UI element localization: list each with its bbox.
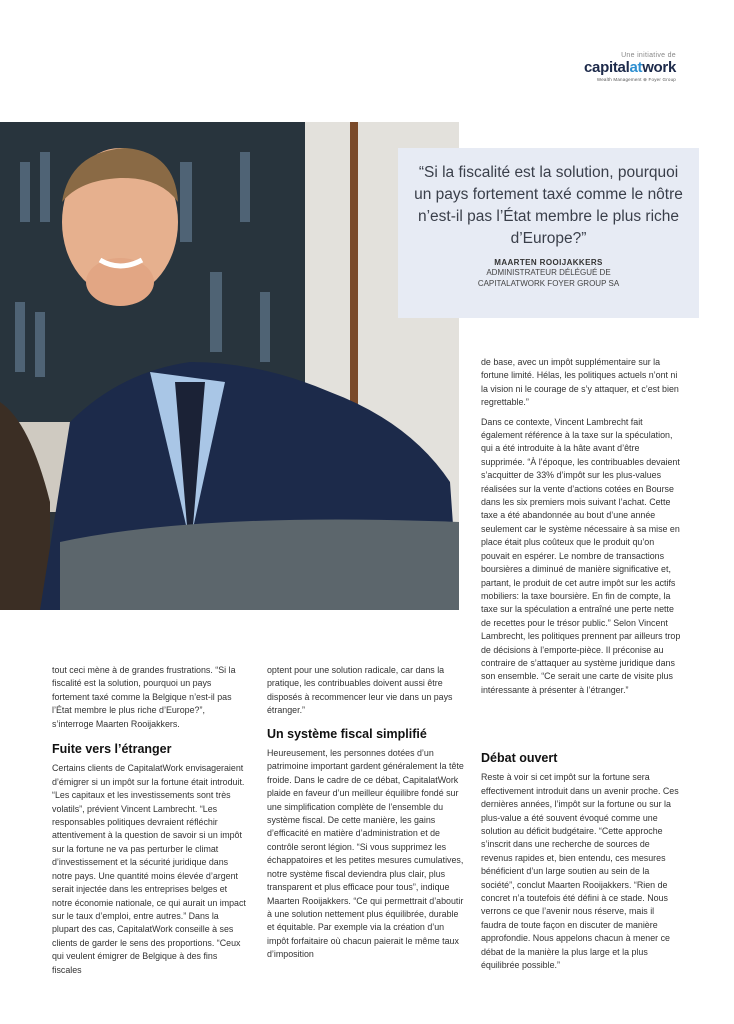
paragraph: Certains clients de CapitalatWork envisageraient d’émigrer si un impôt sur la fortune était introduit. “Les capitaux et les investissements sont très volatils”, prévient Vincent Lambrecht. “Les responsables politiques devraient réfléchir attentivement à la question de savoir si un impôt sur la fortune ne va pas perturber le climat d’investissement et la sécurité juridique dans notre pays. Une quantité moins élevée d’argent serait injectée dans les entreprises belges et notre économie nationale, ce qui aurait un impact sur le taux d’emploi, entre autres.” Dans la plupart des cas, CapitalatWork conseille à ses clients de garder le sens des proportions. “Ceux qui veulent émigrer de Belgique à des fins fiscales xyxy=(52,763,246,975)
pull-quote xyxy=(398,148,699,318)
logo-subtitle: Wealth Management ⊕ Foyer Group xyxy=(596,77,676,82)
logo-wordmark xyxy=(584,59,676,77)
pull-quote-text: “Si la fiscalité est la solution, pourquoi un pays fortement taxé comme le nôtre n’est-il pas l’État membre le plus riche d’Europe?” xyxy=(414,164,683,247)
paragraph: Heureusement, les personnes dotées d’un patrimoine important gardent généralement la tête froide. Dans le cadre de ce débat, CapitalatWork plaide en faveur d’un meilleur équilibre fondé sur une simplification complète de l’ensemble du système fiscal. De cette manière, les gains d’efficacité en matière d’administration et de contrôle seront légion. “Si vous supprimez les échappatoires et les petites mesures cumulatives, notre système fiscal deviendra plus clair, plus transparent et plus efficace pour tous”, indique Maarten Rooijakkers. “Ce qui permettrait d’aboutir à une solution nettement plus équilibrée, durable et équitable. Par exemple via la création d’un impôt forfaitaire où chacun paierait le même taux d’imposition xyxy=(267,748,464,960)
quote-role-line2: CAPITALATWORK FOYER GROUP SA xyxy=(477,279,620,288)
paragraph: de base, avec un impôt supplémentaire sur la fortune limité. Hélas, les politiques actuels n’ont ni la vision ni le courage de s’y attaquer, et c’est bien regrettable.” xyxy=(481,357,679,408)
portrait-photo xyxy=(0,122,459,610)
section-heading: Un système fiscal simplifié xyxy=(267,726,427,741)
section-heading: Fuite vers l’étranger xyxy=(52,742,172,757)
quote-role-line1: ADMINISTRATEUR DÉLÉGUÉ DE xyxy=(486,268,611,277)
paragraph: Reste à voir si cet impôt sur la fortune sera effectivement introduit dans un avenir proche. Ces dernières années, l’impôt sur la fortune ou sur la plus-value a été souvent évoqué comme une solution au déficit budgétaire. “Cette approche s’inscrit dans une recherche de sources de revenus rapides et, bien entendu, ces mesures bénéficient d’un large soutien au sein de la société”, conclut Maarten Rooijakkers. “Rien de concret n’a toutefois été défini à ce stade. Nous verrons ce que l’avenir nous réserve, mais il faudra de toute façon en discuter de manière approfondie. Nous appelons chacun à mener ce débat de la manière la plus large et la plus équilibrée possible.” xyxy=(481,772,679,971)
logo-intro-text: Une initiative de xyxy=(621,52,676,59)
section-heading: Débat ouvert xyxy=(481,751,558,765)
logo-at: at xyxy=(629,59,643,76)
portrait-illustration xyxy=(0,122,459,610)
logo-capital: capital xyxy=(584,59,630,76)
article-column-1 xyxy=(52,664,248,983)
article-column-right-top xyxy=(481,356,681,703)
paragraph: Dans ce contexte, Vincent Lambrecht fait également référence à la taxe sur la spéculation, qui a été introduite à la hâte avant d’être supprimée. “À l’époque, les contribuables devaient s’acquitter de 33% d’impôt sur les plus-values réalisées sur la vente d’actions cotées en Bourse dans les six premiers mois suivant l’achat. Cette taxe a été abandonnée au bout d’une année seulement car le système nécessaire à sa mise en place était plus coûteux que le produit qu’on pouvait en espérer. Le nombre de transactions boursières a diminué de manière significative et, partant, le produit de cet autre impôt sur les actifs mobiliers: la taxe boursière. En fin de compte, la taxe sur la spéculation a entraîné une perte nette de recettes pour le trésor public.” Selon Vincent Lambrecht, les politiques prennent par ailleurs trop de décisions à l’emporte-pièce. Il préconise au contraire de s’attaquer au système juridique dans son ensemble. “Ce serait une carte de visite plus intéressante à présenter à l’étranger.” xyxy=(481,416,681,695)
article-column-3 xyxy=(481,752,681,979)
quote-author: MAARTEN ROOIJAKKERS xyxy=(494,258,603,267)
article-column-2 xyxy=(267,664,466,968)
paragraph: tout ceci mène à de grandes frustrations. “Si la fiscalité est la solution, pourquoi un pays fortement taxé comme la Belgique n’est-il pas l’État membre le plus riche d’Europe?”, s’interroge Maarten Rooijakkers. xyxy=(52,665,236,729)
logo-work: work xyxy=(642,59,676,76)
paragraph: optent pour une solution radicale, car dans la pratique, les contribuables doivent aussi être disposés à recommencer leur vie dans un pays étranger.” xyxy=(267,665,453,716)
publisher-logo xyxy=(584,52,676,83)
